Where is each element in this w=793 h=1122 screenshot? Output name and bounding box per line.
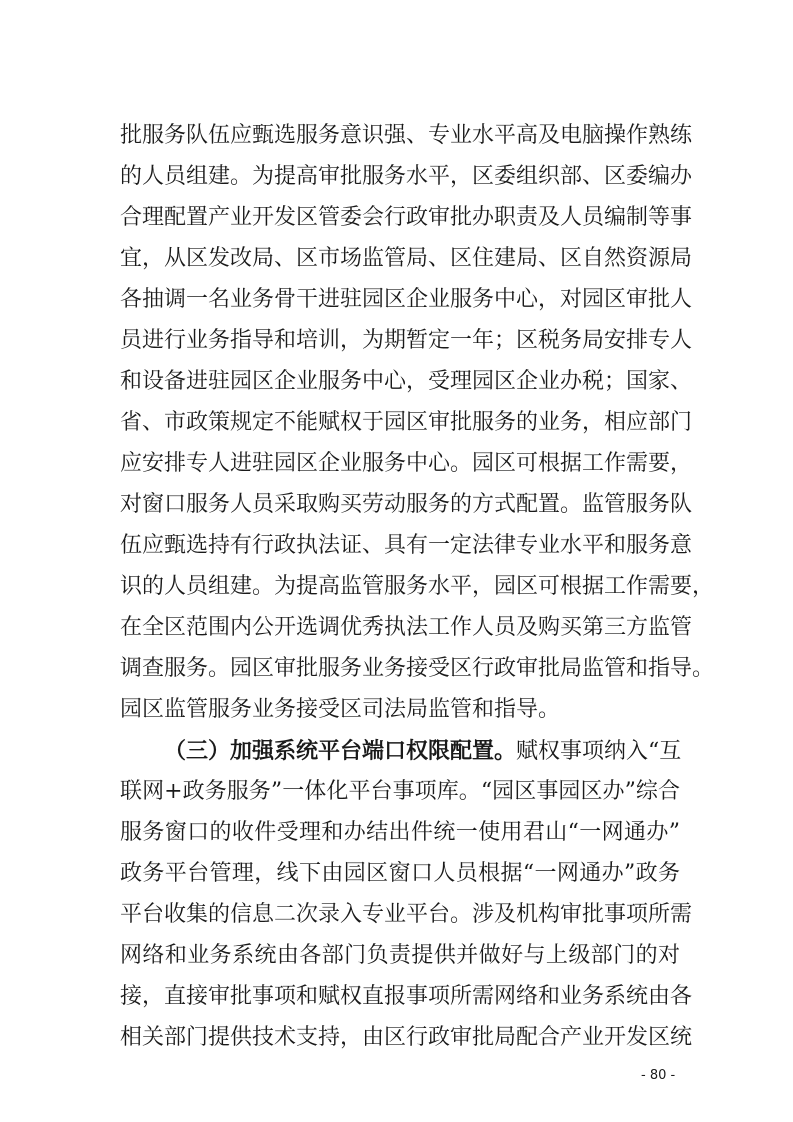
text-line: 各抽调一名业务骨干进驻园区企业服务中心，对园区审批人 bbox=[120, 287, 693, 312]
text-line: 省、市政策规定不能赋权于园区审批服务的业务，相应部门 bbox=[120, 410, 693, 435]
text-line: 伍应甄选持有行政执法证、具有一定法律专业水平和服务意 bbox=[120, 533, 693, 558]
text-line: 服务窗口的收件受理和办结出件统一使用君山“一网通办” bbox=[120, 820, 680, 845]
text-line: 识的人员组建。为提高监管服务水平，园区可根据工作需要， bbox=[120, 574, 715, 599]
text-line: 网络和业务系统由各部门负责提供并做好与上级部门的对 bbox=[120, 943, 680, 968]
text-line: 平台收集的信息二次录入专业平台。涉及机构审批事项所需 bbox=[120, 902, 693, 927]
text-line: 合理配置产业开发区管委会行政审批办职责及人员编制等事 bbox=[120, 205, 693, 230]
text-line: 联网+政务服务”一体化平台事项库。“园区事园区办”综合 bbox=[120, 779, 680, 804]
page-number: - 80 - bbox=[641, 1068, 676, 1083]
section-heading-line bbox=[164, 736, 680, 766]
text-line: 政务平台管理，线下由园区窗口人员根据“一网通办”政务 bbox=[120, 861, 680, 886]
text-line: 对窗口服务人员采取购买劳动服务的方式配置。监管服务队 bbox=[120, 492, 693, 517]
text-line: 在全区范围内公开选调优秀执法工作人员及购买第三方监管 bbox=[120, 615, 693, 640]
section-heading-rest: 赋权事项纳入“互 bbox=[516, 739, 682, 764]
text-line: 应安排专人进驻园区企业服务中心。园区可根据工作需要， bbox=[120, 451, 693, 476]
text-line: 调查服务。园区审批服务业务接受区行政审批局监管和指导。 bbox=[120, 656, 715, 681]
text-line: 和设备进驻园区企业服务中心，受理园区企业办税；国家、 bbox=[120, 369, 693, 394]
text-line: 批服务队伍应甄选服务意识强、专业水平高及电脑操作熟练 bbox=[120, 123, 693, 148]
section-heading: （三）加强系统平台端口权限配置。 bbox=[164, 738, 517, 764]
text-line: 宜，从区发改局、区市场监管局、区住建局、区自然资源局 bbox=[120, 246, 693, 271]
text-line: 相关部门提供技术支持，由区行政审批局配合产业开发区统 bbox=[120, 1025, 693, 1050]
text-line: 员进行业务指导和培训，为期暂定一年；区税务局安排专人 bbox=[120, 328, 693, 353]
text-line: 的人员组建。为提高审批服务水平，区委组织部、区委编办 bbox=[120, 164, 693, 189]
text-line: 园区监管服务业务接受区司法局监管和指导。 bbox=[120, 697, 561, 722]
text-line: 接，直接审批事项和赋权直报事项所需网络和业务系统由各 bbox=[120, 984, 693, 1009]
